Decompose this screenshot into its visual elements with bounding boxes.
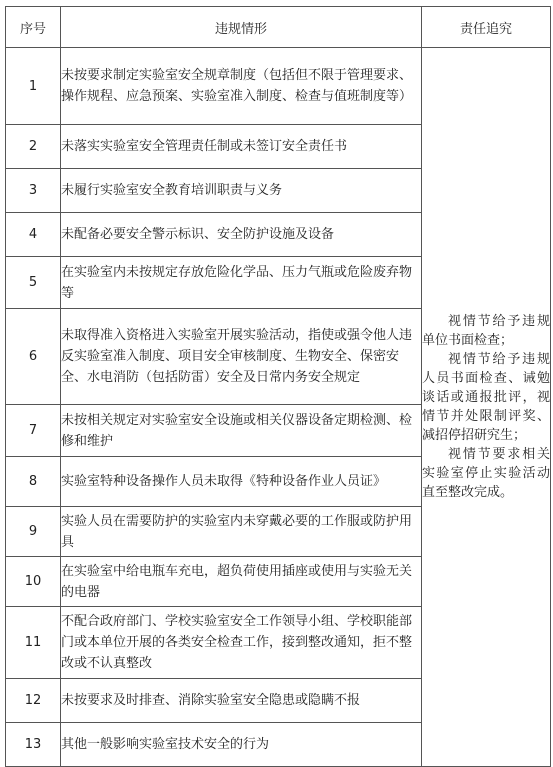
violation-text: 未按相关规定对实验室安全设施或相关仪器设备定期检测、检修和维护 xyxy=(61,405,422,457)
row-number: 8 xyxy=(6,457,61,507)
row-number: 7 xyxy=(6,405,61,457)
violation-text: 未按要求及时排查、消除实验室安全隐患或隐瞒不报 xyxy=(61,679,422,723)
header-row xyxy=(6,7,551,48)
row-number: 1 xyxy=(6,48,61,125)
row-number: 5 xyxy=(6,257,61,309)
violation-text: 未按要求制定实验室安全规章制度（包括但不限于管理要求、操作规程、应急预案、实验室准入制度、检查与值班制度等） xyxy=(61,48,422,125)
row-number: 9 xyxy=(6,507,61,557)
violation-text: 不配合政府部门、学校实验室安全工作领导小组、学校职能部门或本单位开展的各类安全检查工作，接到整改通知，拒不整改或不认真整改 xyxy=(61,607,422,679)
row-number: 12 xyxy=(6,679,61,723)
row-number: 6 xyxy=(6,309,61,405)
violations-table xyxy=(5,6,551,767)
row-number: 13 xyxy=(6,723,61,767)
violation-text: 未配备必要安全警示标识、安全防护设施及设备 xyxy=(61,213,422,257)
row-number: 10 xyxy=(6,557,61,607)
violation-text: 未取得准入资格进入实验室开展实验活动，指使或强令他人违反实验室准入制度、项目安全审核制度、生物安全、保密安全、水电消防（包括防雷）安全及日常内务安全规定 xyxy=(61,309,422,405)
responsibility-item-3: 视情节要求相关实验室停止实验活动直至整改完成。 xyxy=(422,447,550,500)
row-number: 2 xyxy=(6,125,61,169)
violation-text: 未履行实验室安全教育培训职责与义务 xyxy=(61,169,422,213)
header-no: 序号 xyxy=(6,7,61,48)
violation-text: 在实验室内未按规定存放危险化学品、压力气瓶或危险废弃物等 xyxy=(61,257,422,309)
row-number: 3 xyxy=(6,169,61,213)
header-violation: 违规情形 xyxy=(61,7,422,48)
header-responsibility: 责任追究 xyxy=(422,7,551,48)
violation-text: 实验人员在需要防护的实验室内未穿戴必要的工作服或防护用具 xyxy=(61,507,422,557)
violation-text: 实验室特种设备操作人员未取得《特种设备作业人员证》 xyxy=(61,457,422,507)
responsibility-cell xyxy=(422,48,551,767)
row-number: 11 xyxy=(6,607,61,679)
table-row xyxy=(6,48,551,125)
row-number: 4 xyxy=(6,213,61,257)
violation-text: 未落实实验室安全管理责任制或未签订安全责任书 xyxy=(61,125,422,169)
responsibility-item-2: 视情节给予违规人员书面检查、诫勉谈话或通报批评，视情节并处限制评奖、减招停招研究生； xyxy=(422,352,550,443)
violation-text: 其他一般影响实验室技术安全的行为 xyxy=(61,723,422,767)
responsibility-item-1: 视情节给予违规单位书面检查； xyxy=(422,314,550,348)
violation-text: 在实验室中给电瓶车充电，超负荷使用插座或使用与实验无关的电器 xyxy=(61,557,422,607)
